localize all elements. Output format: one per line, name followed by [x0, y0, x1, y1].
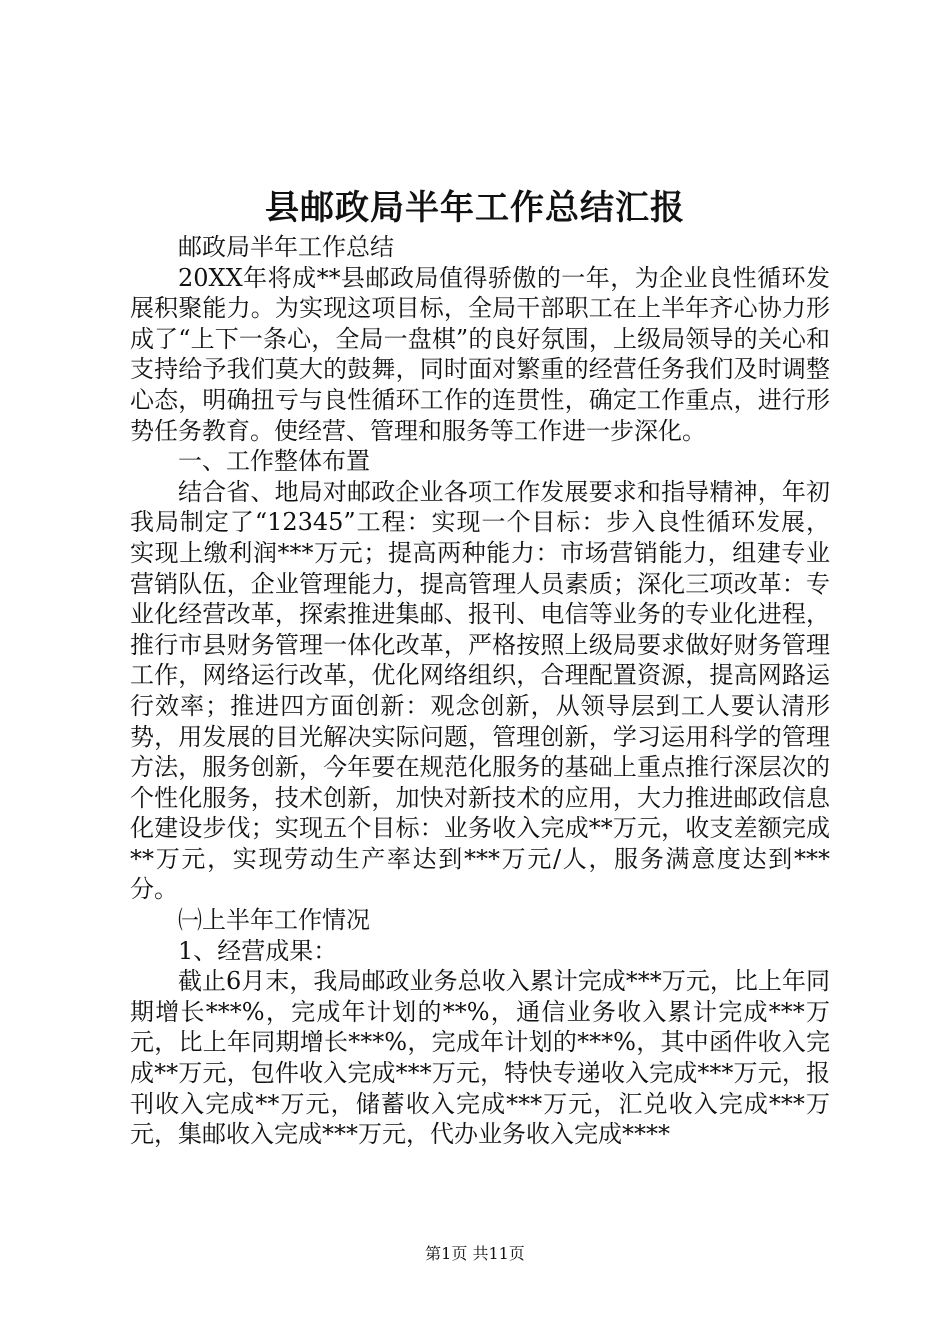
section-heading-overall-plan: 一、工作整体布置 — [178, 447, 370, 476]
paragraph-intro: 20XX年将成**县邮政局值得骄傲的一年，为企业良性循环发展积聚能力。为实现这项目标，全局干部职工在上半年齐心协力形成了“上下一条心，全局一盘棋”的良好氛围，上级局领导的关心和支持给予我们莫大的鼓舞，同时面对繁重的经营任务我们及时调整心态，明确扭亏与良性循环工作的连贯性，确定工作重点，进行形势任务教育。使经营、管理和服务等工作进一步深化。 — [130, 263, 830, 445]
paragraph-subtitle: 邮政局半年工作总结 — [178, 233, 394, 261]
section-heading-first-half: ㈠上半年工作情况 — [178, 906, 370, 935]
paragraph-plan-details: 结合省、地局对邮政企业各项工作发展要求和指导精神，年初我局制定了“12345”工程：实现一个目标：步入良性循环发展，实现上缴利润***万元；提高两种能力：市场营销能力，组建专业营销队伍，企业管理能力，提高管理人员素质；深化三项改革：专业化经营改革，探索推进集邮、报刊、电信等业务的专业化进程，推行市县财务管理一体化改革，严格按照上级局要求做好财务管理工作，网络运行改革，优化网络组织，合理配置资源，提高网路运行效率；推进四方面创新：观念创新，从领导层到工人要认清形势，用发展的目光解决实际问题，管理创新，学习运用科学的管理方法，服务创新，今年要在规范化服务的基础上重点推行深层次的个性化服务，技术创新，加快对新技术的应用，大力推进邮政信息化建设步伐；实现五个目标：业务收入完成**万元，收支差额完成**万元，实现劳动生产率达到***万元/人，服务满意度达到***分。 — [130, 477, 830, 904]
document-body — [130, 232, 830, 1150]
page-footer: 第1页 共11页 — [425, 1244, 525, 1263]
document-title: 县邮政局半年工作总结汇报 — [265, 188, 685, 228]
subheading-business-results: 1、经营成果： — [178, 936, 338, 965]
paragraph-business-results: 截止6月末，我局邮政业务总收入累计完成***万元，比上年同期增长***%，完成年计划的**%，通信业务收入累计完成***万元，比上年同期增长***%，完成年计划的***%，其中函件收入完成**万元，包件收入完成***万元，特快专递收入完成***万元，报刊收入完成**万元，储蓄收入完成***万元，汇兑收入完成***万元，集邮收入完成***万元，代办业务收入完成**** — [130, 967, 830, 1149]
